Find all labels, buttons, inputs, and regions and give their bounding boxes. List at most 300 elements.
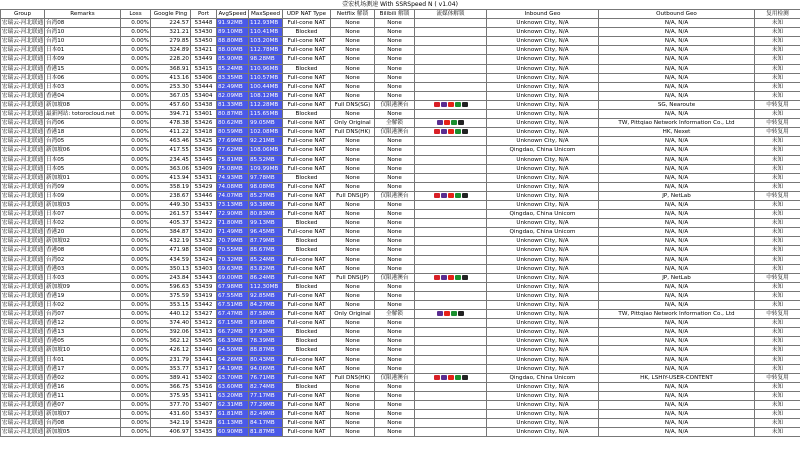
table-cell: 0.00% xyxy=(121,28,151,37)
table-row xyxy=(1,164,800,173)
table-cell: None xyxy=(331,28,375,37)
table-cell: 未知 xyxy=(755,219,800,228)
table-cell: 66.72MB xyxy=(217,328,249,337)
table-cell: 82.74MB xyxy=(249,382,283,391)
table-cell: None xyxy=(375,291,415,300)
table-cell: 342.19 xyxy=(151,419,191,428)
table-cell xyxy=(415,37,487,46)
table-cell: 471.98 xyxy=(151,246,191,255)
table-cell: 中转复用 xyxy=(755,100,800,109)
table-cell: 53411 xyxy=(191,391,217,400)
table-row xyxy=(1,73,800,82)
table-cell: Blocked xyxy=(283,328,331,337)
table-row xyxy=(1,82,800,91)
table-cell: Blocked xyxy=(283,28,331,37)
table-cell: 324.89 xyxy=(151,46,191,55)
table-cell: 仅限港澳台 xyxy=(375,191,415,200)
table-cell xyxy=(415,82,487,91)
table-cell: 80.62MB xyxy=(217,119,249,128)
table-row xyxy=(1,264,800,273)
table-cell: Unknown City, N/A xyxy=(487,382,599,391)
table-cell xyxy=(415,355,487,364)
table-cell: Unknown City, N/A xyxy=(487,219,599,228)
table-cell: 85.27MB xyxy=(249,191,283,200)
table-cell: 日本01 xyxy=(45,46,121,55)
youtube-icon xyxy=(444,311,450,316)
table-cell: Blocked xyxy=(283,219,331,228)
table-cell: N/A, N/A xyxy=(599,173,755,182)
table-cell: None xyxy=(331,337,375,346)
table-cell: None xyxy=(331,419,375,428)
table-cell: Full-cone NAT xyxy=(283,73,331,82)
table-cell: 53419 xyxy=(191,291,217,300)
table-cell xyxy=(415,173,487,182)
table-cell: None xyxy=(375,200,415,209)
table-cell xyxy=(415,382,487,391)
table-cell: Full-cone NAT xyxy=(283,37,331,46)
table-cell: 53433 xyxy=(191,200,217,209)
table-row xyxy=(1,355,800,364)
table-cell: 宏瑞云-河北联通 xyxy=(2,183,44,190)
table-cell: Unknown City, N/A xyxy=(487,64,599,73)
table-cell: Unknown City, N/A xyxy=(487,137,599,146)
table-cell: 53449 xyxy=(191,55,217,64)
table-cell: 香港18 xyxy=(45,128,121,137)
table-cell: 53424 xyxy=(191,255,217,264)
abema-icon xyxy=(462,102,468,107)
tvb-icon xyxy=(455,102,461,107)
table-cell: 宏瑞云-河北联通 xyxy=(2,392,44,399)
table-cell: 353.15 xyxy=(151,301,191,310)
table-cell: None xyxy=(331,155,375,164)
table-cell: 406.97 xyxy=(151,428,191,437)
table-cell: JP, NetLab xyxy=(599,273,755,282)
table-cell: 457.60 xyxy=(151,100,191,109)
table-cell: 宏瑞云-河北联通 xyxy=(2,311,44,318)
table-cell: Full-cone NAT xyxy=(283,291,331,300)
table-cell: 台湾05 xyxy=(45,137,121,146)
table-cell: 日本02 xyxy=(45,219,121,228)
table-cell: 0.00% xyxy=(121,191,151,200)
table-cell: 香港11 xyxy=(45,391,121,400)
netflix-icon xyxy=(434,129,440,134)
table-cell: 中转复用 xyxy=(755,373,800,382)
table-cell: Full-cone NAT xyxy=(283,355,331,364)
table-cell: 香港04 xyxy=(45,91,121,100)
tvb-icon xyxy=(455,375,461,380)
table-cell: 432.19 xyxy=(151,237,191,246)
table-cell: Full-cone NAT xyxy=(283,146,331,155)
table-row xyxy=(1,46,800,55)
table-cell: 日本05 xyxy=(45,155,121,164)
table-cell: None xyxy=(375,364,415,373)
table-cell: 64.19MB xyxy=(217,364,249,373)
table-cell: 仅限港澳台 xyxy=(375,100,415,109)
table-cell: None xyxy=(375,282,415,291)
table-cell: 0.00% xyxy=(121,291,151,300)
table-cell: 92.85MB xyxy=(249,291,283,300)
table-cell: 新加坡03 xyxy=(45,200,121,209)
table-cell: None xyxy=(331,55,375,64)
table-cell: N/A, N/A xyxy=(599,219,755,228)
table-cell: 未知 xyxy=(755,237,800,246)
table-cell: 宏瑞云-河北联通 xyxy=(2,238,44,245)
table-cell: Unknown City, N/A xyxy=(487,46,599,55)
table-cell: 389.41 xyxy=(151,373,191,382)
table-cell: 53437 xyxy=(191,410,217,419)
table-cell: 新加坡09 xyxy=(45,282,121,291)
table-cell: 92.21MB xyxy=(249,137,283,146)
table-cell: 112.30MB xyxy=(249,282,283,291)
youtube-icon xyxy=(444,120,450,125)
table-row xyxy=(1,273,800,282)
table-cell: 中转复用 xyxy=(755,119,800,128)
table-cell: None xyxy=(331,410,375,419)
table-cell: 0.00% xyxy=(121,173,151,182)
table-cell xyxy=(415,246,487,255)
table-cell: None xyxy=(331,228,375,237)
table-cell xyxy=(415,301,487,310)
table-cell: 63.60MB xyxy=(217,382,249,391)
table-cell: 53440 xyxy=(191,346,217,355)
table-cell: Unknown City, N/A xyxy=(487,55,599,64)
table-cell: Unknown City, N/A xyxy=(487,155,599,164)
table-cell: N/A, N/A xyxy=(599,28,755,37)
table-cell: Unknown City, N/A xyxy=(487,100,599,109)
table-cell: 香港16 xyxy=(45,382,121,391)
column-header: AvgSpeed xyxy=(217,10,249,19)
table-cell: None xyxy=(331,146,375,155)
table-cell: Blocked xyxy=(283,64,331,73)
table-cell: 77.62MB xyxy=(217,146,249,155)
table-cell: Only Original xyxy=(331,119,375,128)
table-cell: 香港20 xyxy=(45,228,121,237)
table-row xyxy=(1,200,800,209)
table-cell: 112.93MB xyxy=(249,19,283,28)
table-cell: 0.00% xyxy=(121,428,151,437)
table-cell: None xyxy=(375,37,415,46)
table-cell: JP, NetLab xyxy=(599,191,755,200)
table-cell: 74.07MB xyxy=(217,191,249,200)
table-cell xyxy=(415,364,487,373)
table-cell: 未知 xyxy=(755,264,800,273)
table-cell: 77.17MB xyxy=(249,391,283,400)
table-cell: N/A, N/A xyxy=(599,46,755,55)
table-cell: None xyxy=(331,301,375,310)
page-title: 壹宏机场测速 With SSRSpeed N ( v1.04) xyxy=(342,1,458,8)
table-row xyxy=(1,373,800,382)
table-cell: N/A, N/A xyxy=(599,346,755,355)
table-cell: Qingdao, China Unicom xyxy=(487,146,599,155)
table-row xyxy=(1,282,800,291)
table-cell: Unknown City, N/A xyxy=(487,391,599,400)
table-cell: None xyxy=(331,264,375,273)
table-cell: None xyxy=(331,364,375,373)
table-cell: None xyxy=(375,301,415,310)
table-cell: Unknown City, N/A xyxy=(487,301,599,310)
table-cell: 53432 xyxy=(191,237,217,246)
table-cell: 未知 xyxy=(755,73,800,82)
table-cell xyxy=(415,282,487,291)
table-cell: 0.00% xyxy=(121,373,151,382)
table-cell: 97.78MB xyxy=(249,173,283,182)
table-cell: 0.00% xyxy=(121,391,151,400)
table-cell: 0.00% xyxy=(121,355,151,364)
table-cell: 53436 xyxy=(191,146,217,155)
table-cell: 0.00% xyxy=(121,100,151,109)
table-cell: N/A, N/A xyxy=(599,82,755,91)
table-cell: None xyxy=(331,173,375,182)
table-cell: 0.00% xyxy=(121,119,151,128)
table-cell: Full-cone NAT xyxy=(283,301,331,310)
table-cell xyxy=(415,237,487,246)
table-cell: 宏瑞云-河北联通 xyxy=(2,265,44,272)
table-cell: N/A, N/A xyxy=(599,91,755,100)
table-cell: 宏瑞云-河北联通 xyxy=(2,383,44,390)
table-cell: 99.05MB xyxy=(249,119,283,128)
table-cell: 未知 xyxy=(755,337,800,346)
table-cell: SG, Nearoute xyxy=(599,100,755,109)
table-cell: 88.80MB xyxy=(217,37,249,46)
table-cell: 未知 xyxy=(755,91,800,100)
table-cell xyxy=(415,291,487,300)
table-cell: Full-cone NAT xyxy=(283,137,331,146)
table-cell: 103.20MB xyxy=(249,37,283,46)
table-cell: 77.69MB xyxy=(217,137,249,146)
table-cell: 宏瑞云-河北联通 xyxy=(2,120,44,127)
table-cell: 69.00MB xyxy=(217,273,249,282)
table-cell: 香港19 xyxy=(45,291,121,300)
table-cell: 宏瑞云-河北联通 xyxy=(2,365,44,372)
table-cell: Full-cone NAT xyxy=(283,91,331,100)
netflix-icon xyxy=(434,193,440,198)
table-cell xyxy=(415,64,487,73)
table-cell: 62.31MB xyxy=(217,401,249,410)
table-cell xyxy=(415,401,487,410)
table-cell: 53448 xyxy=(191,19,217,28)
table-cell xyxy=(415,210,487,219)
table-cell: 53447 xyxy=(191,210,217,219)
table-cell: 宏瑞云-河北联通 xyxy=(2,256,44,263)
table-cell: N/A, N/A xyxy=(599,182,755,191)
table-cell: N/A, N/A xyxy=(599,110,755,119)
table-cell: None xyxy=(375,237,415,246)
table-cell: 未知 xyxy=(755,37,800,46)
table-cell: 353.77 xyxy=(151,364,191,373)
table-cell: Unknown City, N/A xyxy=(487,37,599,46)
table-cell: None xyxy=(331,19,375,28)
table-cell: 434.59 xyxy=(151,255,191,264)
table-cell: 未知 xyxy=(755,164,800,173)
table-cell: None xyxy=(331,255,375,264)
column-header: Group xyxy=(1,10,45,19)
table-cell: None xyxy=(331,110,375,119)
table-cell: 86.24MB xyxy=(249,273,283,282)
table-cell: None xyxy=(375,164,415,173)
table-cell: 367.05 xyxy=(151,91,191,100)
column-header: Loss xyxy=(121,10,151,19)
table-cell: 363.06 xyxy=(151,164,191,173)
table-cell: Unknown City, N/A xyxy=(487,319,599,328)
table-cell: HK, Nexet xyxy=(599,128,755,137)
table-cell: 64.26MB xyxy=(217,355,249,364)
table-cell xyxy=(415,419,487,428)
table-cell: 日本01 xyxy=(45,355,121,364)
table-cell: Full-cone NAT xyxy=(283,182,331,191)
table-cell: 未知 xyxy=(755,46,800,55)
table-cell: Unknown City, N/A xyxy=(487,110,599,119)
table-cell: 未知 xyxy=(755,137,800,146)
table-cell: 81.33MB xyxy=(217,100,249,109)
table-cell xyxy=(415,91,487,100)
column-header: Netflix 解锁 xyxy=(331,10,375,19)
table-cell: 未知 xyxy=(755,28,800,37)
table-cell: 82.49MB xyxy=(249,410,283,419)
table-cell: 未知 xyxy=(755,301,800,310)
table-cell: Unknown City, N/A xyxy=(487,355,599,364)
table-cell: 413.94 xyxy=(151,173,191,182)
table-cell: 53403 xyxy=(191,264,217,273)
table-cell: 84.17MB xyxy=(249,419,283,428)
table-cell: Full-cone NAT xyxy=(283,19,331,28)
table-cell: None xyxy=(375,346,415,355)
table-cell: 70.79MB xyxy=(217,237,249,246)
table-cell: 53435 xyxy=(191,428,217,437)
table-cell: None xyxy=(331,73,375,82)
table-cell: 未知 xyxy=(755,155,800,164)
table-cell xyxy=(415,46,487,55)
table-cell: Unknown City, N/A xyxy=(487,28,599,37)
table-row xyxy=(1,337,800,346)
table-cell: 440.12 xyxy=(151,310,191,319)
table-cell: N/A, N/A xyxy=(599,382,755,391)
table-cell: 未知 xyxy=(755,428,800,437)
table-cell: 358.19 xyxy=(151,182,191,191)
table-cell: 53404 xyxy=(191,91,217,100)
table-cell: 110.57MB xyxy=(249,73,283,82)
table-cell: 384.87 xyxy=(151,228,191,237)
table-cell: 香港17 xyxy=(45,364,121,373)
table-cell: None xyxy=(375,110,415,119)
table-cell: 85.90MB xyxy=(217,55,249,64)
table-cell: 85.24MB xyxy=(217,64,249,73)
table-cell: Full-cone NAT xyxy=(283,428,331,437)
table-cell: 0.00% xyxy=(121,310,151,319)
column-header: Bilibili 解锁 xyxy=(375,10,415,19)
table-cell: 宏瑞云-河北联通 xyxy=(2,138,44,145)
table-cell: Unknown City, N/A xyxy=(487,191,599,200)
table-cell: 53429 xyxy=(191,182,217,191)
table-cell: 宏瑞云-河北联通 xyxy=(2,29,44,36)
table-cell: 宏瑞云-河北联通 xyxy=(2,192,44,199)
table-cell: 香港12 xyxy=(45,319,121,328)
table-cell: N/A, N/A xyxy=(599,228,755,237)
hbo-icon xyxy=(441,102,447,107)
table-cell: Full-cone NAT xyxy=(283,55,331,64)
table-cell: Blocked xyxy=(283,382,331,391)
table-cell: 80.59MB xyxy=(217,128,249,137)
tvb-icon xyxy=(455,129,461,134)
youtube-icon xyxy=(448,375,454,380)
table-cell: Unknown City, N/A xyxy=(487,346,599,355)
table-cell: 香港13 xyxy=(45,328,121,337)
table-row xyxy=(1,291,800,300)
youtube-icon xyxy=(448,102,454,107)
table-cell: None xyxy=(331,237,375,246)
table-cell: 64.50MB xyxy=(217,346,249,355)
hbo-icon xyxy=(441,275,447,280)
table-cell: N/A, N/A xyxy=(599,37,755,46)
table-cell: 253.30 xyxy=(151,82,191,91)
table-cell: 未知 xyxy=(755,410,800,419)
table-cell: 台湾10 xyxy=(45,28,121,37)
table-body xyxy=(1,19,800,437)
table-cell: Unknown City, N/A xyxy=(487,291,599,300)
table-cell: 83.82MB xyxy=(249,264,283,273)
table-cell: None xyxy=(375,219,415,228)
table-cell: None xyxy=(331,37,375,46)
table-cell: 未知 xyxy=(755,200,800,209)
table-cell: 未知 xyxy=(755,228,800,237)
table-cell xyxy=(415,200,487,209)
table-cell: 73.13MB xyxy=(217,200,249,209)
table-cell: 88.00MB xyxy=(217,46,249,55)
table-cell: 87.79MB xyxy=(249,237,283,246)
table-cell: 0.00% xyxy=(121,401,151,410)
table-cell: 67.98MB xyxy=(217,282,249,291)
speed-test-table xyxy=(0,9,800,437)
youtube-icon xyxy=(448,193,454,198)
table-cell: 未知 xyxy=(755,110,800,119)
table-cell: 231.79 xyxy=(151,355,191,364)
table-cell: 80.43MB xyxy=(249,355,283,364)
table-cell: 82.09MB xyxy=(217,91,249,100)
table-cell: N/A, N/A xyxy=(599,291,755,300)
table-cell: 279.85 xyxy=(151,37,191,46)
table-cell: N/A, N/A xyxy=(599,328,755,337)
table-cell: 53415 xyxy=(191,64,217,73)
table-cell: 日本07 xyxy=(45,210,121,219)
table-cell: 75.08MB xyxy=(217,164,249,173)
table-cell: None xyxy=(331,328,375,337)
table-cell: 宏瑞云-河北联通 xyxy=(2,101,44,108)
table-cell: 66.33MB xyxy=(217,337,249,346)
table-row xyxy=(1,255,800,264)
table-cell: 53408 xyxy=(191,246,217,255)
table-cell: 仅限港澳台 xyxy=(375,373,415,382)
table-cell xyxy=(415,373,487,382)
table-cell: 60.90MB xyxy=(217,428,249,437)
table-cell: Unknown City, N/A xyxy=(487,246,599,255)
table-cell: 96.45MB xyxy=(249,228,283,237)
table-cell: None xyxy=(331,291,375,300)
table-cell: 宏瑞云-河北联通 xyxy=(2,320,44,327)
table-cell: 392.06 xyxy=(151,328,191,337)
table-cell xyxy=(415,164,487,173)
table-cell: 日本06 xyxy=(45,73,121,82)
table-cell: 53430 xyxy=(191,28,217,37)
table-cell: 0.00% xyxy=(121,255,151,264)
netflix-icon xyxy=(434,375,440,380)
table-cell: N/A, N/A xyxy=(599,364,755,373)
table-cell xyxy=(415,255,487,264)
table-cell: Blocked xyxy=(283,173,331,182)
table-cell: 426.12 xyxy=(151,346,191,355)
table-cell: Full-cone NAT xyxy=(283,419,331,428)
table-cell: 台湾02 xyxy=(45,255,121,264)
table-cell: 53426 xyxy=(191,119,217,128)
table-cell: 新加坡06 xyxy=(45,146,121,155)
